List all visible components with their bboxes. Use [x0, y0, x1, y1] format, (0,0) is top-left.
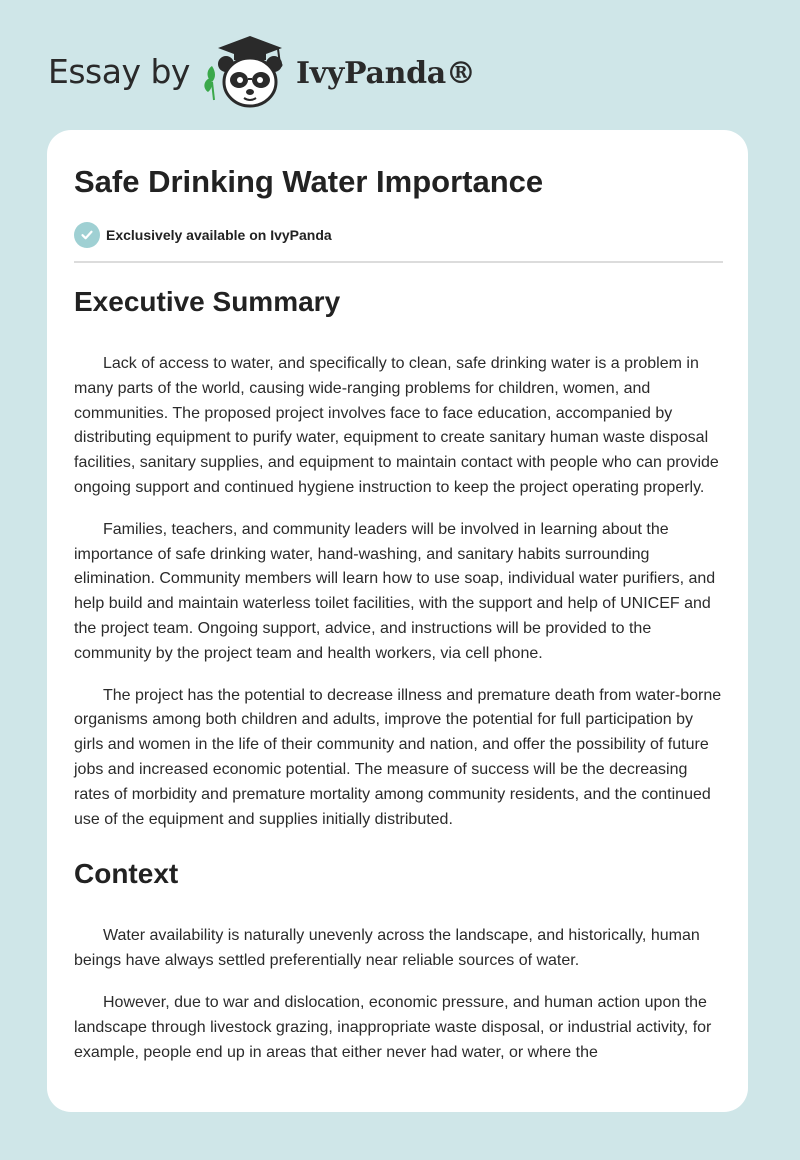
site-header — [48, 34, 476, 110]
paragraph: Water availability is naturally unevenly across the landscape, and historically, human beings have always settled preferentially near reliable sources of water. — [74, 927, 700, 970]
brand-name[interactable]: IvyPanda® — [296, 56, 476, 91]
brand-prefix: Essay by — [48, 52, 190, 91]
check-icon — [74, 222, 100, 248]
exclusive-badge — [74, 222, 332, 248]
section-heading: Context — [74, 858, 179, 890]
paragraph: However, due to war and dislocation, economic pressure, and human action upon the landscape through livestock grazing, inappropriate waste disposal, or industrial activity, for example, people end up in areas that either never had water, or where the — [74, 993, 712, 1061]
essay-body — [74, 280, 723, 1065]
paragraph: Lack of access to water, and specifically to clean, safe drinking water is a problem in many parts of the world, causing wide-ranging problems for children, women, and communities. The proposed project involves face to face education, accompanied by distributing equipment to purify water, equipment to create sanitary human waste disposal facilities, sanitary supplies, and equipment to maintain contact with people who can provide ongoing support and continued hygiene instruction to keep the project operating properly. — [74, 355, 719, 496]
badge-text: Exclusively available on IvyPanda — [106, 227, 332, 243]
paragraph: Families, teachers, and community leaders will be involved in learning about the importance of safe drinking water, hand-washing, and sanitary habits surrounding elimination. Community members will learn how to use soap, individual water purifiers, and help build and maintain waterless toilet facilities, with the support and help of UNICEF and the project team. Ongoing support, advice, and instructions will be provided to the community by the project team and health workers, via cell phone. — [74, 520, 716, 662]
page-title: Safe Drinking Water Importance — [74, 164, 544, 199]
essay-card — [47, 130, 748, 1112]
paragraph: The project has the potential to decrease illness and premature death from water-borne organisms among both children and adults, improve the potential for full participation by girls and women in the life of their community and nation, and offer the possibility of future jobs and increased economic potential. The measure of success will be the decreasing rates of morbidity and premature mortality among community residents, and the continued use of the equipment and supplies initially distributed. — [74, 686, 722, 828]
section-heading: Executive Summary — [74, 286, 341, 317]
panda-graduate-logo-icon[interactable] — [198, 34, 298, 110]
title-divider — [74, 261, 723, 263]
section-executive-summary — [74, 280, 723, 832]
section-context — [74, 852, 723, 1065]
